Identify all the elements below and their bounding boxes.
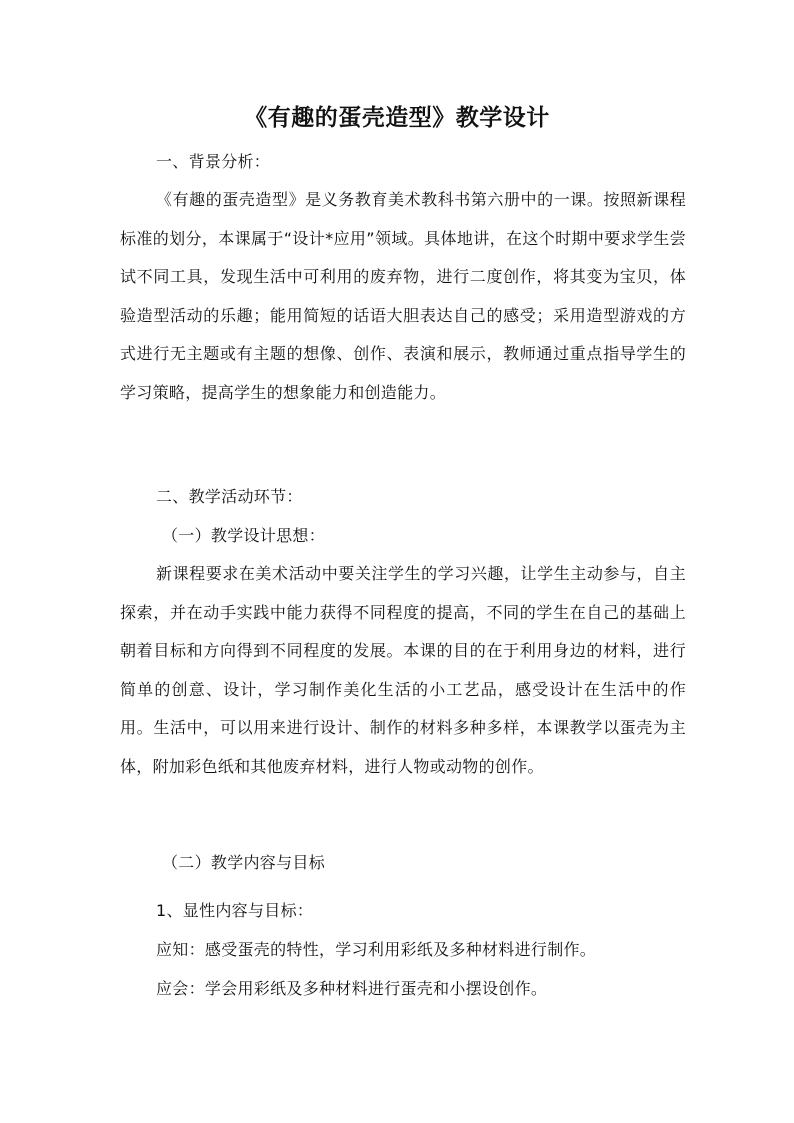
item-heading-explicit-content: 1、显性内容与目标： [156, 901, 314, 920]
goal-should-know: 应知：感受蛋壳的特性，学习利用彩纸及多种材料进行制作。 [156, 940, 597, 959]
section-heading-activities: 二、教学活动环节： [156, 487, 303, 506]
background-analysis-paragraph: 《有趣的蛋壳造型》是义务教育美术教科书第六册中的一课。按照新课程标准的划分，本课属于“设计*应用”领域。具体地讲，在这个时期中要求学生尝试不同工具，发现生活中可利用的废弃物，进行二度创作，将其变为宝贝，体验造型活动的乐趣；能用简短的话语大胆表达自己的感受；采用造型游戏的方式进行无主题或有主题的想像、创作、表演和展示，教师通过重点指导学生的学习策略，提高学生的想象能力和创造能力。 [120, 190, 686, 402]
design-idea-paragraph: 新课程要求在美术活动中要关注学生的学习兴趣，让学生主动参与，自主探索，并在动手实践中能力获得不同程度的提高，不同的学生在自己的基础上朝着目标和方向得到不同程度的发展。本课的目的在于利用身边的材料，进行简单的创意、设计，学习制作美化生活的小工艺品，感受设计在生活中的作用。生活中，可以用来进行设计、制作的材料多种多样，本课教学以蛋壳为主体，附加彩色纸和其他废弃材料，进行人物或动物的创作。 [120, 564, 686, 776]
subsection-heading-content-goals: （二）教学内容与目标 [162, 853, 326, 872]
goal-should-do: 应会：学会用彩纸及多种材料进行蛋壳和小摆设创作。 [156, 979, 548, 998]
subsection-heading-design-idea: （一）教学设计思想： [162, 526, 326, 545]
section-heading-background: 一、背景分析： [156, 152, 271, 171]
document-title: 《有趣的蛋壳造型》教学设计 [244, 105, 550, 131]
